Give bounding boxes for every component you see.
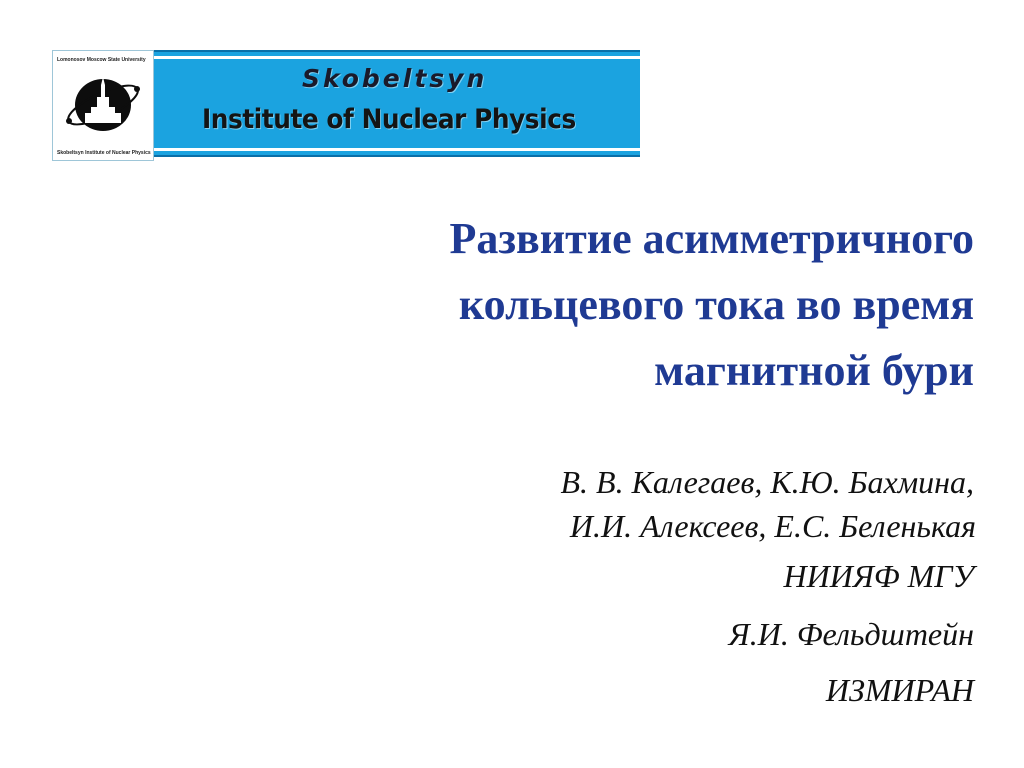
atom-building-icon [61, 67, 147, 139]
authors-line-2: И.И. Алексеев, Е.С. Беленькая [569, 508, 976, 544]
university-emblem [52, 50, 154, 161]
banner-stripe-bottom [152, 148, 640, 151]
affiliation-sinp-msu: НИИЯФ МГУ [783, 558, 974, 594]
slide-title [254, 206, 974, 404]
banner-title-institute: Institute of Nuclear Physics [202, 104, 576, 135]
title-line-3: магнитной бури [654, 346, 974, 395]
institute-banner [52, 50, 640, 157]
authors-line-1: В. В. Калегаев, К.Ю. Бахмина, [560, 464, 974, 500]
authors-line-3: Я.И. Фельдштейн [728, 616, 974, 652]
banner-title-skobeltsyn: Skobeltsyn [302, 64, 488, 93]
emblem-top-caption: Lomonosov Moscow State University [57, 57, 146, 63]
banner-stripe-top [152, 56, 640, 59]
authors-block [274, 458, 974, 718]
emblem-bottom-caption: Skobeltsyn Institute of Nuclear Physics [57, 150, 151, 156]
affiliation-izmiran: ИЗМИРАН [825, 672, 974, 708]
title-line-2: кольцевого тока во время [458, 280, 974, 329]
title-line-1: Развитие асимметричного [449, 214, 974, 263]
